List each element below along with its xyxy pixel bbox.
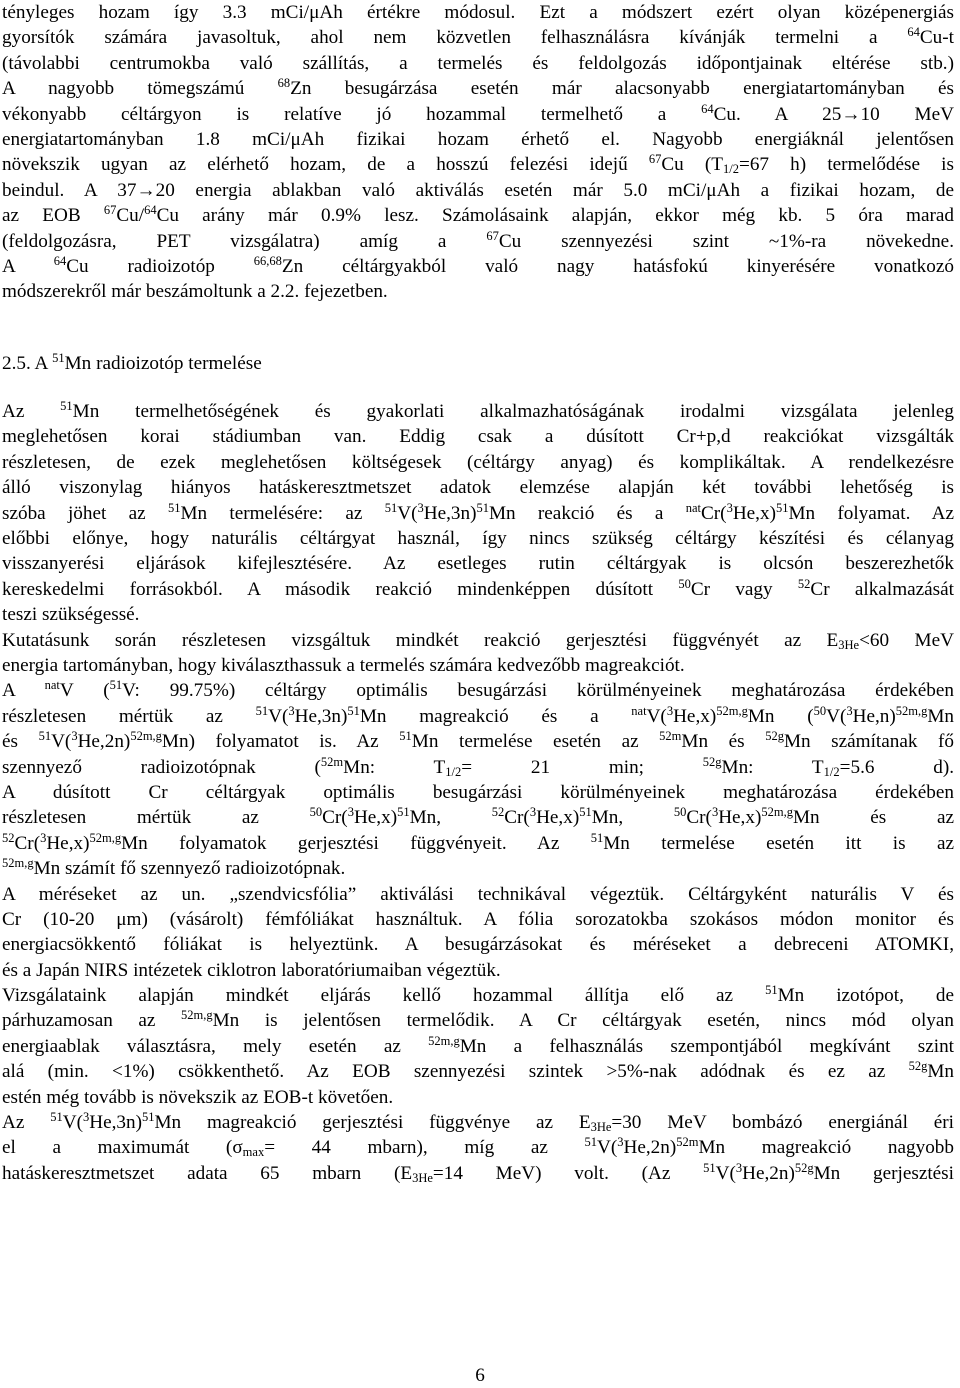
text-line: energia tartományban, hogy kiválaszthassuk a termelés számára kedvezőbb magreakciót. xyxy=(2,654,685,676)
text-line: A $^{64}$Cu radioizotóp $^{66,68}$Zn céltárgyakból való nagy hatásfokú kinyerésére vonatkozó xyxy=(2,253,954,277)
text-line: és a Japán NIRS intézetek ciklotron laboratóriumaiban végeztük. xyxy=(2,959,501,981)
paragraph-gap xyxy=(2,305,954,328)
text-line: A nagyobb tömegszámú $^{68}$Zn besugárzása esetén már alacsonyabb energiatartományban és xyxy=(2,76,954,100)
text-line: $^{52}Cr(^3He,x)^{52m,g}Mn$ folyamatok gerjesztési függvényeit. Az $^{51}$Mn termelése esetén itt is az xyxy=(2,830,954,854)
text-line: (távolabbi centrumokba való szállítás, a termelés és feldolgozás időpontjainak eltérése stb.) xyxy=(2,52,954,74)
paragraph-gap xyxy=(2,376,954,399)
text-line: energiacsökkentő fóliákat is helyeztünk. A besugárzásokat és méréseket a debreceni ATOMKI, xyxy=(2,934,954,956)
text-line: (feldolgozásra, PET vizsgálatra) amíg a $^{67}$Cu szennyezési szint ~1%-ra növekedne. xyxy=(2,228,954,252)
text-line: A $^{nat}$V ($^{51}$V: 99.75%) céltárgy optimális besugárzási körülményeinek meghatározása érdekében xyxy=(2,678,954,702)
text-line: Cr (10-20 μm) (vásárolt) fémfóliákat használtuk. A fólia sorozatokba szokásos módon monitor és xyxy=(2,908,954,930)
text-line: estén még tovább is növekszik az EOB-t követően. xyxy=(2,1086,394,1108)
text-line: részletesen mértük az $^{50}Cr(^3He,x)^{51}Mn$, $^{52}Cr(^3He,x)^{51}Mn$, $^{50}Cr(^3He,x)^{52m,g}Mn$ és az xyxy=(2,805,954,829)
section-body xyxy=(2,399,954,1186)
section-heading: 2.5. A $^{51}$Mn radioizotóp termelése xyxy=(2,350,262,374)
text-line: gyorsítók számára javasoltuk, ahol nem közvetlen felhasználásra kívánják termelni a $^{64}$Cu-t xyxy=(2,25,954,49)
text-line: beindul. A 37→20 energia ablakban való aktiválás esetén már 5.0 mCi/μAh a fizikai hozam, de xyxy=(2,179,954,201)
page-number: 6 xyxy=(475,1365,485,1386)
text-line: A dúsított Cr céltárgyak optimális besugárzási körülményeinek meghatározása érdekében xyxy=(2,781,954,803)
text-line: el a maximumát ($\sigma_{max}= 44$ mbarn), míg az $^{51}V(^3He,2n)^{52m}Mn$ magreakció nagyobb xyxy=(2,1135,954,1160)
text-line: Az $^{51}V(^3He,3n)^{51}Mn$ magreakció gerjesztési függvénye az $E_{3He}=30$ MeV bombázó energiánál éri xyxy=(2,1110,954,1135)
text-line: Vizsgálataink alapján mindkét eljárás kellő hozammal állítja elő az $^{51}$Mn izotópot, de xyxy=(2,983,954,1007)
text-line: energiatartományban 1.8 mCi/μAh fizikai hozam érhető el. Nagyobb energiáknál jelentősen xyxy=(2,128,954,150)
text-line: részletesen mértük az $^{51}V(^3He,3n)^{51}Mn$ magreakció és a $^{nat}V(^3He,x)^{52m,g}Mn$ ($^{50}V(^3He,n)^{52m,g}Mn$ xyxy=(2,703,955,727)
text-line: Az $^{51}$Mn termelhetőségének és gyakorlati alkalmazhatóságának irodalmi vizsgálata jelenleg xyxy=(2,399,954,423)
text-line: szóba jöhet az $^{51}$Mn termelésére: az $^{51}V(^3He,3n)^{51}Mn$ reakció és a $^{nat}Cr(^3He,x)^{51}Mn$ folyamat. Az xyxy=(2,500,954,524)
text-line: visszanyerési eljárások kifejlesztésére. Az esetleges rutin céltárgyak is olcsón beszerezhetők xyxy=(2,553,954,575)
text-line: és $^{51}V(^3He,2n)^{52m,g}Mn$) folyamatot is. Az $^{51}$Mn termelése esetén az $^{52m}$Mn és $^{52g}$Mn számítanak fő xyxy=(2,729,955,753)
text-line: módszerekről már beszámoltunk a 2.2. fejezetben. xyxy=(2,281,388,303)
text-line: tényleges hozam így 3.3 mCi/μAh értékre módosul. Ezt a módszert ezért olyan középenergiás xyxy=(2,2,954,23)
text-line: $^{52m,g}$Mn számít fő szennyező radioizotópnak. xyxy=(2,856,346,880)
text-line: előbbi előnye, hogy naturális céltárgyat használ, így nincs szükség céltárgy készítési és célanyag xyxy=(2,528,954,550)
text-line: alá (min. <1%) csökkenthető. Az EOB szennyezési szintek >5%-nak adódnak és ez az $^{52g}$Mn xyxy=(2,1059,954,1083)
text-line: párhuzamosan az $^{52m,g}$Mn is jelentősen termelődik. A Cr céltárgyak esetén, nincs mód olyan xyxy=(2,1008,954,1032)
text-line: Kutatásunk során részletesen vizsgáltuk mindkét reakció gerjesztési függvényét az $E_{3He}<60$ MeV xyxy=(2,629,954,652)
text-line: meglehetősen korai stádiumban van. Eddig csak a dúsított Cr+p,d reakciókat vizsgálták xyxy=(2,426,954,448)
text-line: vékonyabb céltárgyon is relatíve jó hozammal termelhető a $^{64}$Cu. A 25→10 MeV xyxy=(2,101,954,125)
text-line: hatáskeresztmetszet adata 65 mbarn ($E_{3He}=14$ MeV) volt. (Az $^{51}V(^3He,2n)^{52g}Mn$ gerjesztési xyxy=(2,1160,954,1185)
text-line: álló viszonylag hiányos hatáskeresztmetszet adatok elemzése alapján két további lehetőség is xyxy=(2,477,954,499)
text-line: energiaablak választásra, mely esetén az $^{52m,g}$Mn a felhasználás szempontjából megkívánt szint xyxy=(2,1033,954,1057)
text-line: kereskedelmi forrásokból. A második reakció mindenképpen dúsított $^{50}$Cr vagy $^{52}$Cr alkalmazását xyxy=(2,576,954,600)
text-line: részletesen, de ezek meglehetősen költségesek (céltárgy anyag) és komplikáltak. A rendelkezésre xyxy=(2,451,954,473)
text-line: szennyező radioizotópnak ($^{52m}$Mn: $T_{1/2}= 21$ min; $^{52g}$Mn: $T_{1/2}=5.6$ d). xyxy=(2,754,955,779)
text-line: az EOB $^{67}$Cu/$^{64}$Cu arány már 0.9% lesz. Számolásaink alapján, ekkor még kb. 5 óra marad xyxy=(2,203,954,227)
text-line: A méréseket az un. „szendvicsfólia” aktiválási technikával végeztük. Céltárgyként naturális V és xyxy=(2,883,954,905)
paragraph-cu64-yield xyxy=(2,0,954,305)
text-line: növekszik ugyan az elérhető hozam, de a hosszú felezési idejű $^{67}$Cu ($T_{1/2}=67$ h) termelődése is xyxy=(2,152,954,177)
text-line: teszi szükségessé. xyxy=(2,604,140,626)
